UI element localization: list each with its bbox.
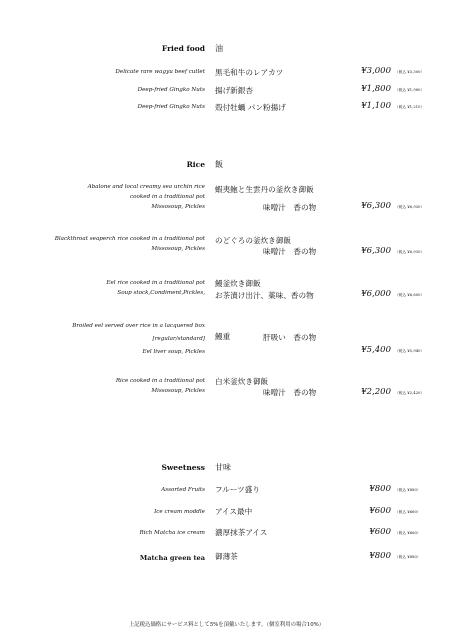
sweet-item-1-en: Assorted Fruits [161,487,205,493]
rice-item-3-jp: 鰻釜炊き御飯 [215,279,261,288]
section-title-sweetness-jp: 甘味 [215,463,231,472]
sweet-item-1-jp: フルーツ盛り [215,485,260,494]
rice-item-5-price: ¥2,200 （税込 ¥2,420） [361,387,425,397]
fried-item-2-en: Deep-fried Gingko Nuts [137,87,205,93]
fried-item-3-en: Deep-fried Gingko Nuts [137,104,205,110]
rice-item-4-en-line1: Broiled eel served over rice in a lacquered box [72,323,205,329]
rice-item-1-en-line3: Missosoup, Pickles [151,204,205,210]
fried-item-2-jp: 揚げ新銀杏 [215,86,253,95]
section-title-rice-en: Rice [186,160,205,169]
rice-item-5-en-line2: Missosoup, Pickles [151,388,205,394]
sweet-item-2-en: Ice cream moddle [154,509,205,515]
sweet-item-3-price: ¥600 （税込 ¥660） [369,527,421,537]
fried-item-3-price: ¥1,100 （税込 ¥1,210） [361,101,425,111]
rice-item-3-price: ¥6,000 （税込 ¥6,600） [361,289,425,299]
rice-item-4-en [5,321,205,357]
sweet-item-4-en: Matcha green tea [139,554,205,562]
rice-item-2-en-line1: Blackthroat seaperch rice cooked in a traditional pot [54,236,205,242]
rice-item-5-en-line1: Rice cooked in a traditional pot [115,378,205,384]
rice-item-3-en-line2: Soup stock,Condiment,Pickles, [117,290,205,296]
rice-item-2-en-line2: Missosoup, Pickles [151,246,205,252]
rice-item-5-en [5,376,205,396]
fried-item-1-en: Delicate rare wagyu beef cutlet [115,69,205,75]
sweet-item-4-price: ¥800 （税込 ¥880） [369,551,421,561]
rice-item-3-jp-line2: お茶漬け出汁、薬味、香の物 [215,291,314,300]
rice-item-4-jp-sides: 肝吸い 香の物 [263,333,317,342]
rice-item-4-en-line2: [regular/standard] [152,336,205,342]
rice-item-1-en-line1: Abalone and local creamy sea urchin rice [87,184,205,190]
section-title-rice-jp: 飯 [215,160,223,169]
rice-item-4-price: ¥5,400 （税込 ¥5,940） [361,345,425,355]
sweet-item-2-jp: アイス最中 [215,507,253,516]
rice-item-2-jp-sides: 味噌汁 香の物 [263,247,317,256]
section-title-sweetness-en: Sweetness [161,463,205,472]
rice-item-5-jp: 白米釜炊き御飯 [215,377,269,386]
sweet-item-4-jp: 御薄茶 [215,552,238,561]
rice-item-3-en [5,278,205,298]
rice-item-1-price: ¥6,300 （税込 ¥6,930） [361,201,425,211]
fried-item-1-price: ¥3,000 （税込 ¥3,300） [361,66,425,76]
rice-item-1-en [5,182,205,212]
sweet-item-3-en: Rich Matcha ice cream [139,530,205,536]
service-charge-note: 上記税込価格にサービス料として5%を頂戴いたします。（個室利用の場合10%） [128,622,325,628]
rice-item-1-jp: 蝦夷鮑と生雲丹の釜炊き御飯 [215,185,314,194]
rice-item-4-en-line3: Eel liver soup, Pickles [142,349,205,355]
sweet-item-2-price: ¥600 （税込 ¥660） [369,506,421,516]
section-title-fried-food-en: Fried food [161,44,205,53]
rice-item-1-en-line2: cooked in a traditional pot [130,194,205,200]
rice-item-5-jp-sides: 味噌汁 香の物 [263,388,317,397]
rice-item-4-jp: 鰻重 [215,332,231,341]
rice-item-1-jp-sides: 味噌汁 香の物 [263,203,317,212]
fried-item-1-jp: 黒毛和牛のレアカツ [215,68,284,77]
rice-item-2-en [5,234,205,254]
fried-item-3-jp: 殻付牡蠣 パン粉揚げ [215,103,286,112]
rice-item-2-price: ¥6,300 （税込 ¥6,930） [361,246,425,256]
sweet-item-3-jp: 濃厚抹茶アイス [215,528,268,537]
rice-item-3-en-line1: Eel rice cooked in a traditional pot [106,280,205,286]
rice-item-2-jp: のどぐろの釜炊き御飯 [215,236,291,245]
sweet-item-1-price: ¥800 （税込 ¥880） [369,484,421,494]
fried-item-2-price: ¥1,800 （税込 ¥1,980） [361,84,425,94]
section-title-fried-food-jp: 油 [215,44,223,53]
